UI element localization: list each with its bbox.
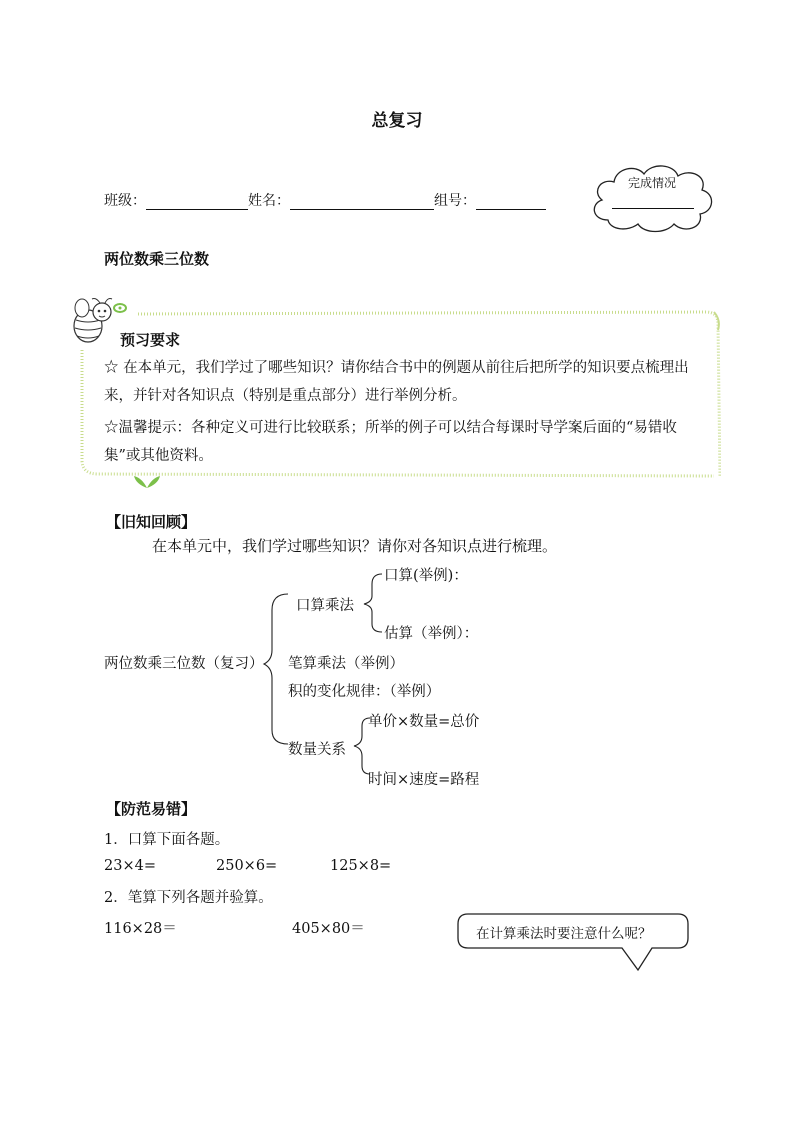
review-intro: 在本单元中，我们学过哪些知识？请你对各知识点进行梳理。 <box>152 537 558 555</box>
question-1-item: 250×6= <box>216 858 278 874</box>
tree-oral-multiplication: 口算乘法 <box>296 598 354 614</box>
completion-label: 完成情况 <box>627 176 676 190</box>
group-blank[interactable] <box>476 192 546 210</box>
question-1: 1．口算下面各题。 <box>104 832 230 848</box>
preview-paragraph-1: ☆ 在本单元，我们学过了哪些知识？请你结合书中的例题从前往后把所学的知识要点梳理出来，并针对各知识点（特别是重点部分）进行举例分析。 <box>104 360 689 404</box>
name-blank[interactable] <box>290 192 434 210</box>
tree-speed-relation: 时间×速度=路程 <box>368 772 480 788</box>
class-blank[interactable] <box>146 192 248 210</box>
question-1-item: 125×8= <box>330 858 392 874</box>
question-1-item: 23×4= <box>104 858 156 874</box>
tree-quantity-relations: 数量关系 <box>288 742 346 758</box>
section-heading: 两位数乘三位数 <box>104 250 210 268</box>
tree-estimate-example: 估算（举例）： <box>384 626 479 642</box>
class-label: 班级： <box>104 193 146 209</box>
question-2: 2．笔算下列各题并验算。 <box>104 890 273 906</box>
tree-oral-example: 口算(举例)： <box>384 568 468 584</box>
question-2-item: 405×80＝ <box>292 921 365 937</box>
page-title: 总复习 <box>371 111 423 131</box>
student-info-line <box>104 190 546 210</box>
speech-bubble-text: 在计算乘法时要注意什么呢？ <box>476 926 652 942</box>
question-2-item: 116×28＝ <box>104 921 177 937</box>
completion-cloud-icon <box>586 160 718 236</box>
mistakes-heading: 【防范易错】 <box>106 800 197 818</box>
knowledge-tree <box>100 560 520 790</box>
review-heading: 【旧知回顾】 <box>106 513 197 531</box>
tree-root: 两位数乘三位数（复习） <box>104 656 264 672</box>
tree-written-multiplication: 笔算乘法（举例） <box>288 656 404 672</box>
preview-paragraph-2: ☆温馨提示：各种定义可进行比较联系；所举的例子可以结合每课时导学案后面的“易错收集”或其他资料。 <box>104 420 677 464</box>
completion-blank[interactable] <box>612 208 694 209</box>
tree-price-relation: 单价×数量=总价 <box>368 714 480 730</box>
group-label: 组号： <box>434 193 476 209</box>
preview-title: 预习要求 <box>120 331 181 349</box>
name-label: 姓名： <box>248 193 290 209</box>
leaf-icon <box>130 470 164 490</box>
tree-product-rule: 积的变化规律：（举例） <box>288 684 441 700</box>
